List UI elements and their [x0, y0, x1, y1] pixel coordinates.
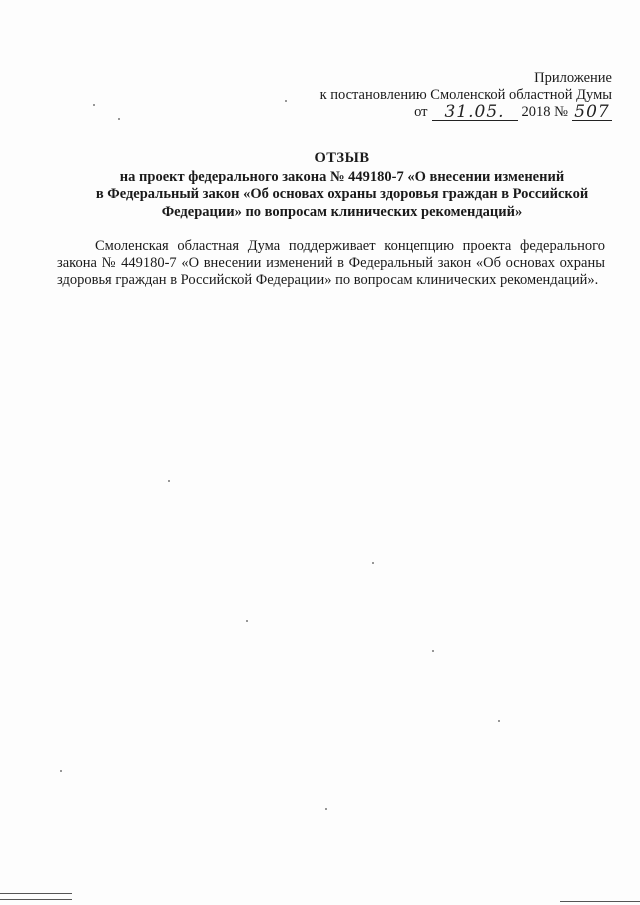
document-heading: ОТЗЫВ: [314, 150, 370, 166]
year-label: 2018 №: [521, 104, 568, 120]
title-line-3: Федерации» по вопросам клинических рекомендаций»: [161, 203, 523, 220]
appendix-label: Приложение: [534, 70, 612, 86]
scan-speck: [325, 808, 327, 810]
handwritten-date: 31.05.: [432, 104, 518, 121]
title-line-2: в Федеральный закон «Об основах охраны здоровья граждан в Российской: [95, 186, 589, 202]
scan-speck: [432, 650, 434, 652]
document-title-block: [86, 150, 598, 221]
date-line: [414, 104, 612, 121]
body-paragraph: Смоленская областная Дума поддерживает концепцию проекта федерального закона № 449180-7 «О внесении изменений в Федеральный закон «Об основах охраны здоровья граждан в Российской Федерации» по вопросам клинических рекомендаций».: [57, 238, 605, 288]
scan-speck: [93, 104, 95, 106]
scan-speck: [285, 100, 287, 102]
appendix-header: [320, 70, 612, 121]
handwritten-number: 507: [572, 104, 612, 121]
scan-speck: [372, 562, 374, 564]
scan-edge-line: [0, 899, 72, 900]
scan-speck: [118, 118, 120, 120]
scan-speck: [60, 770, 62, 772]
scan-speck: [168, 480, 170, 482]
scan-speck: [246, 620, 248, 622]
scan-edge-line: [0, 893, 72, 894]
scan-speck: [498, 720, 500, 722]
date-prefix: от: [414, 104, 428, 120]
resolution-reference: к постановлению Смоленской областной Думы: [319, 87, 612, 103]
title-line-1: на проект федерального закона № 449180-7 «О внесении изменений: [119, 168, 565, 185]
scan-edge-line: [560, 901, 640, 902]
